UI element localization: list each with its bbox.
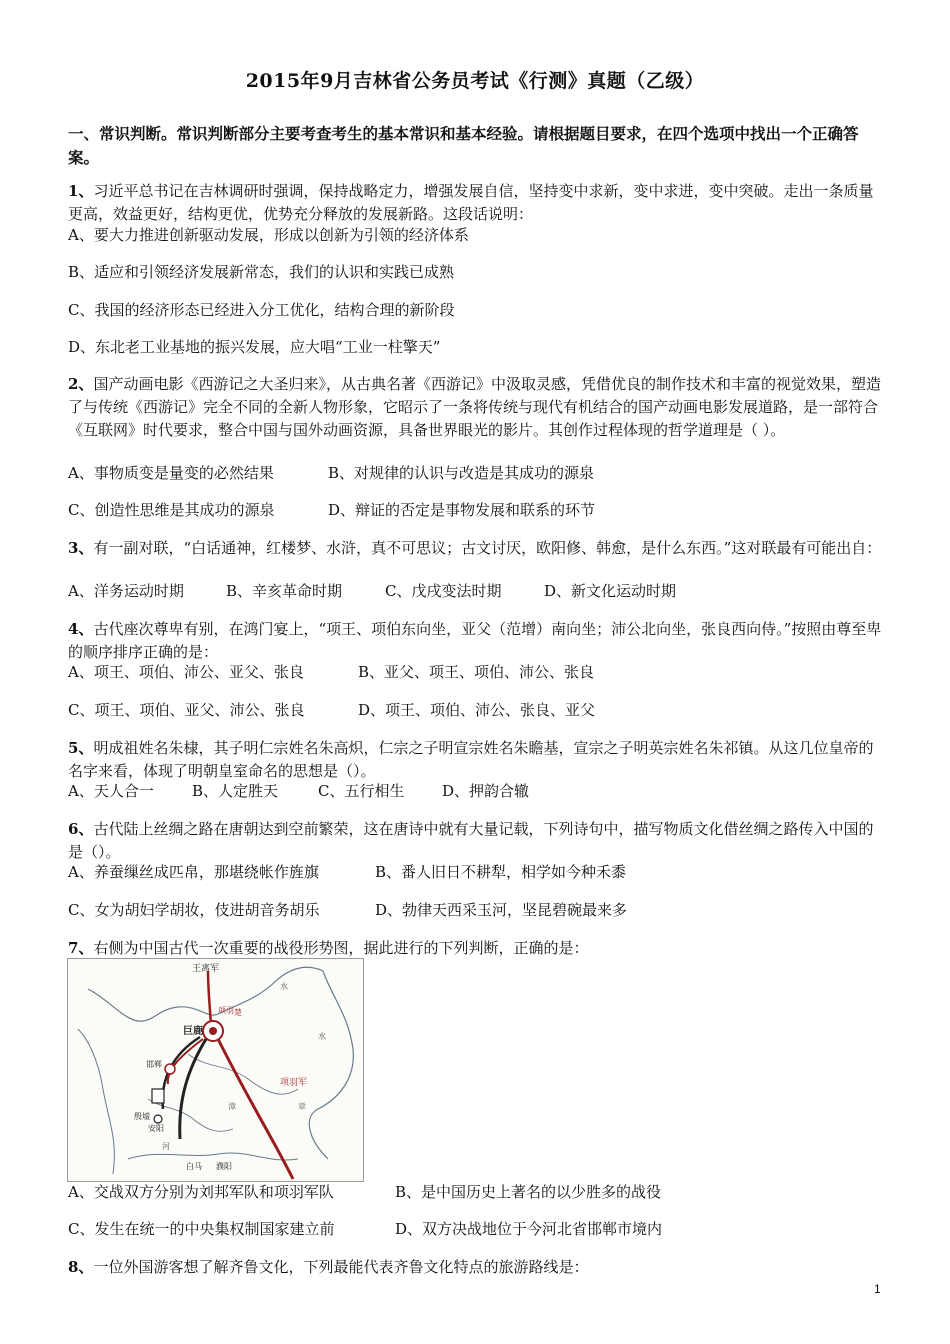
map-label: 漳 xyxy=(228,1102,236,1111)
battle-map-figure xyxy=(67,958,364,1182)
q1-option-d: D、东北老工业基地的振兴发展，应大唱“工业一柱擎天” xyxy=(68,338,441,356)
page-title: 2015年9月吉林省公务员考试《行测》真题（乙级） xyxy=(245,70,705,92)
q2-option-d: D、辩证的否定是事物发展和联系的环节 xyxy=(328,501,596,519)
question-6: 6、古代陆上丝绸之路在唐朝达到空前繁荣，这在唐诗中就有大量记载，下列诗句中，描写物质文化借丝绸之路传入中国的是（）。 xyxy=(68,820,874,861)
fort-marker xyxy=(152,1089,164,1103)
q4-option-b: B、亚父、项王、项伯、沛公、张良 xyxy=(358,663,595,681)
q6-option-a: A、养蚕缫丝成匹帛，那堪绕帐作旌旗 xyxy=(68,863,319,881)
section-heading: 一、常识判断。常识判断部分主要考查考生的基本常识和基本经验。请根据题目要求，在四个选项中找出一个正确答案。 xyxy=(68,124,859,167)
question-7: 7、右侧为中国古代一次重要的战役形势图，据此进行的下列判断，正确的是： xyxy=(68,939,589,957)
page-number: 1 xyxy=(874,1282,881,1296)
q2-option-b: B、对规律的认识与改造是其成功的源泉 xyxy=(328,464,595,482)
map-label: 王离军 xyxy=(192,964,220,974)
julu-site-marker xyxy=(209,1027,217,1035)
q6-option-b: B、番人旧日不耕犁，相学如今种禾黍 xyxy=(375,863,627,881)
q6-option-c: C、女为胡妇学胡妆，伎进胡音务胡乐 xyxy=(68,901,320,919)
question-2: 2、国产动画电影《西游记之大圣归来》，从古典名著《西游记》中汲取灵感，凭借优良的制作技术和丰富的视觉效果，塑造了与传统《西游记》完全不同的全新人物形象，它昭示了一条将传统与现代有机结合的国产动画电影发展道路，是一部符合《互联网》时代要求，整合中国与国外动画资源，具备世界眼光的影片。其创作过程体现的哲学道理是（ ）。 xyxy=(68,375,881,439)
battle-map-svg xyxy=(68,959,363,1181)
river-line xyxy=(309,971,353,1159)
map-label: 殷墟 xyxy=(134,1112,150,1121)
anyang-site-marker xyxy=(154,1115,162,1123)
map-label: 项羽军 xyxy=(280,1078,308,1088)
map-label: 白马 xyxy=(186,1162,202,1171)
map-label: 水 xyxy=(318,1032,326,1041)
q5-option-b: B、人定胜天 xyxy=(192,782,279,800)
map-label: 水 xyxy=(280,982,288,991)
map-label: 章 xyxy=(298,1102,306,1111)
q7-option-b: B、是中国历史上著名的以少胜多的战役 xyxy=(395,1183,662,1201)
question-1: 1、习近平总书记在吉林调研时强调，保持战略定力，增强发展自信，坚持变中求新，变中求进，变中突破。走出一条质量更高，效益更好，结构更优，优势充分释放的发展新路。这段话说明： xyxy=(68,182,874,223)
q5-option-d: D、押韵合辙 xyxy=(442,782,530,800)
question-4: 4、古代座次尊卑有别，在鸿门宴上，“项王、项伯东向坐，亚父（范增）南向坐；沛公北向坐，张良西向侍。”按照由尊至卑的顺序排序正确的是： xyxy=(68,620,882,661)
question-5: 5、明成祖姓名朱棣，其子明仁宗姓名朱高炽，仁宗之子明宣宗姓名朱瞻基，宣宗之子明英宗姓名朱祁镇。从这几位皇帝的名字来看，体现了明朝皇室命名的思想是（）。 xyxy=(68,739,874,780)
map-label: 项羽 xyxy=(218,1006,234,1015)
q3-option-d: D、新文化运动时期 xyxy=(544,582,677,600)
river-line xyxy=(128,1153,298,1160)
q6-option-d: D、勃律天西采玉河，坚昆碧碗最来多 xyxy=(375,901,628,919)
q3-option-a: A、洋务运动时期 xyxy=(68,582,184,600)
map-label: 河 xyxy=(162,1142,170,1151)
river-line xyxy=(88,989,218,1021)
map-label: 安阳 xyxy=(148,1124,164,1133)
question-8: 8、一位外国游客想了解齐鲁文化，下列最能代表齐鲁文化特点的旅游路线是： xyxy=(68,1258,589,1276)
q4-option-a: A、项王、项伯、沛公、亚父、张良 xyxy=(68,663,304,681)
question-3: 3、有一副对联，“白话通神，红楼梦、水浒，真不可思议；古文讨厌，欧阳修、韩愈，是什么东西。”这对联最有可能出自： xyxy=(68,539,882,557)
q7-option-a: A、交战双方分别为刘邦军队和项羽军队 xyxy=(68,1183,334,1201)
q2-option-c: C、创造性思维是其成功的源泉 xyxy=(68,501,275,519)
q1-option-a: A、要大力推进创新驱动发展，形成以创新为引领的经济体系 xyxy=(68,226,469,244)
q7-option-d: D、双方决战地位于今河北省邯郸市境内 xyxy=(395,1220,663,1238)
map-label: 楚 xyxy=(234,1008,242,1017)
q5-option-a: A、天人合一 xyxy=(68,782,154,800)
q1-option-b: B、适应和引领经济发展新常态，我们的认识和实践已成熟 xyxy=(68,263,455,281)
q3-option-c: C、戊戌变法时期 xyxy=(385,582,502,600)
map-label: 邯郸 xyxy=(146,1060,162,1069)
q5-option-c: C、五行相生 xyxy=(318,782,405,800)
river-line xyxy=(78,1029,114,1174)
q3-option-b: B、辛亥革命时期 xyxy=(226,582,343,600)
q4-option-c: C、项王、项伯、亚父、沛公、张良 xyxy=(68,701,305,719)
handan-site-marker xyxy=(165,1064,175,1074)
wangli-army-arrow xyxy=(208,971,211,1025)
q4-option-d: D、项王、项伯、沛公、张良、亚父 xyxy=(358,701,596,719)
map-label: 濮阳 xyxy=(216,1162,232,1171)
q7-option-c: C、发生在统一的中央集权制国家建立前 xyxy=(68,1220,335,1238)
q2-option-a: A、事物质变是量变的必然结果 xyxy=(68,464,274,482)
map-label: 巨鹿 xyxy=(183,1026,203,1037)
q1-option-c: C、我国的经济形态已经进入分工优化，结构合理的新阶段 xyxy=(68,301,455,319)
